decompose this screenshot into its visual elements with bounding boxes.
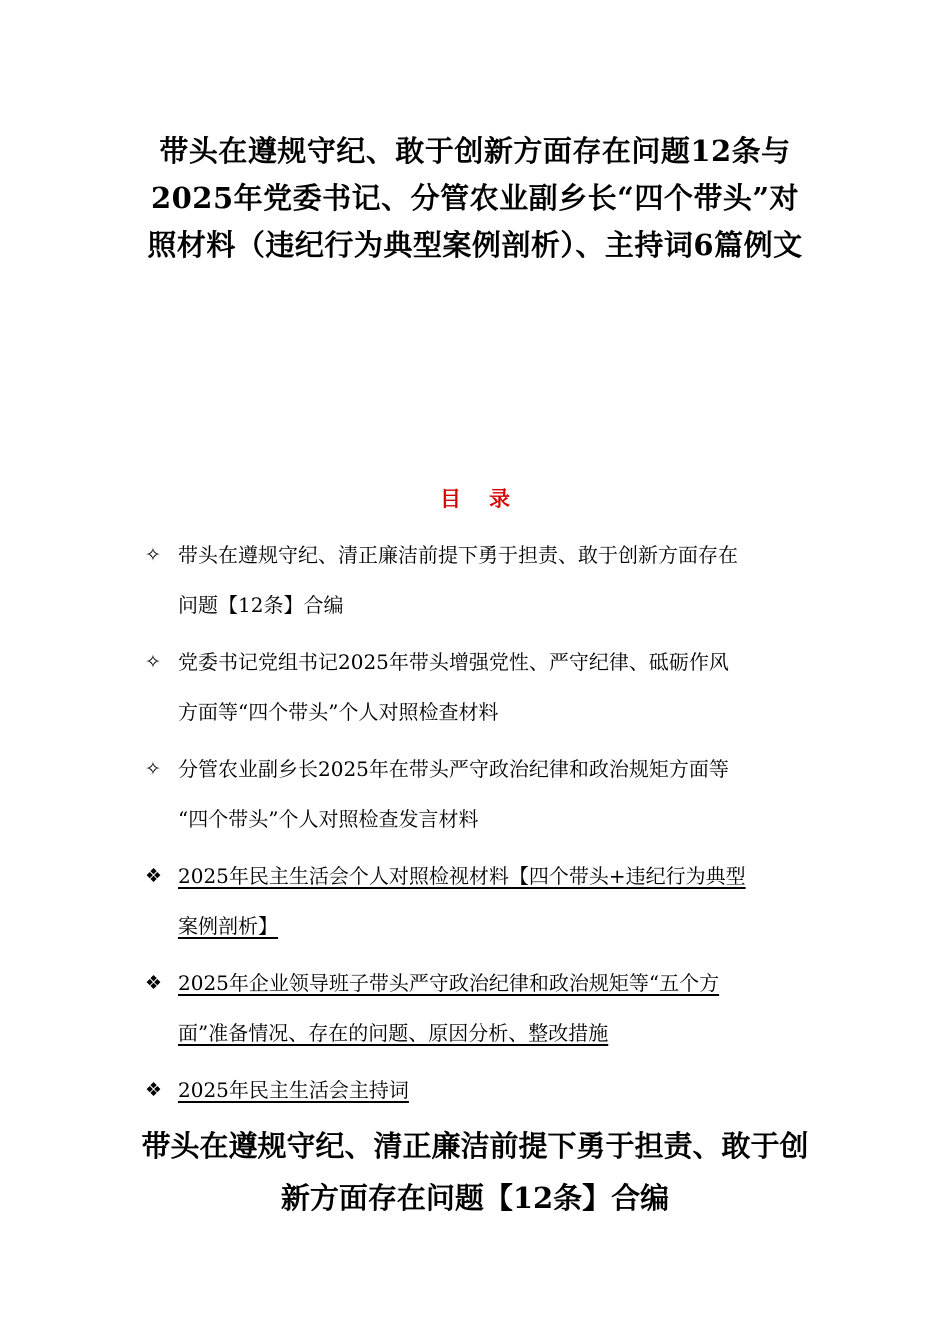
section-heading — [100, 1120, 850, 1224]
toc-link-text[interactable]: 2025年企业领导班子带头严守政治纪律和政治规矩等“五个方 — [178, 971, 720, 995]
toc-item[interactable] — [145, 637, 825, 737]
document-title-line: 2025年党委书记、分管农业副乡长“四个带头”对 — [150, 181, 800, 215]
toc-link[interactable] — [145, 851, 825, 951]
toc-heading-left: 目 — [440, 486, 461, 511]
filled-diamond-bullet-icon: ❖ — [145, 972, 163, 994]
outline-diamond-bullet-icon: ✧ — [145, 544, 161, 566]
toc-item-text: 分管农业副乡长2025年在带头严守政治纪律和政治规矩方面等 — [178, 757, 729, 781]
toc-link[interactable] — [145, 1065, 825, 1115]
document-title — [100, 128, 850, 269]
toc-heading-right: 录 — [489, 486, 510, 511]
toc-item-text: 问题【12条】合编 — [178, 593, 344, 617]
toc-item-text: 方面等“四个带头”个人对照检查材料 — [178, 700, 499, 724]
toc-item-text: 带头在遵规守纪、清正廉洁前提下勇于担责、敢于创新方面存在 — [178, 543, 738, 567]
filled-diamond-bullet-icon: ❖ — [145, 865, 163, 887]
toc-link-text[interactable]: 2025年民主生活会主持词 — [178, 1078, 409, 1102]
document-title-line: 带头在遵规守纪、敢于创新方面存在问题12条与 — [159, 134, 791, 168]
outline-diamond-bullet-icon: ✧ — [145, 651, 161, 673]
toc-link[interactable] — [145, 958, 825, 1058]
toc-link-text[interactable]: 面”准备情况、存在的问题、原因分析、整改措施 — [178, 1021, 609, 1045]
toc-item-text: “四个带头”个人对照检查发言材料 — [178, 807, 479, 831]
outline-diamond-bullet-icon: ✧ — [145, 758, 161, 780]
section-heading-line: 带头在遵规守纪、清正廉洁前提下勇于担责、敢于创 — [141, 1129, 809, 1163]
toc-heading — [0, 484, 950, 514]
toc-item[interactable] — [145, 530, 825, 630]
toc-item-text: 党委书记党组书记2025年带头增强党性、严守纪律、砥砺作风 — [178, 650, 729, 674]
filled-diamond-bullet-icon: ❖ — [145, 1079, 163, 1101]
toc-link-text[interactable]: 2025年民主生活会个人对照检视材料【四个带头+违纪行为典型 — [178, 864, 746, 888]
section-heading-line: 新方面存在问题【12条】合编 — [280, 1181, 670, 1215]
toc-item[interactable] — [145, 744, 825, 844]
table-of-contents — [145, 530, 825, 1122]
document-title-line: 照材料（违纪行为典型案例剖析）、主持词6篇例文 — [147, 228, 803, 262]
toc-link-text[interactable]: 案例剖析】 — [178, 914, 278, 938]
